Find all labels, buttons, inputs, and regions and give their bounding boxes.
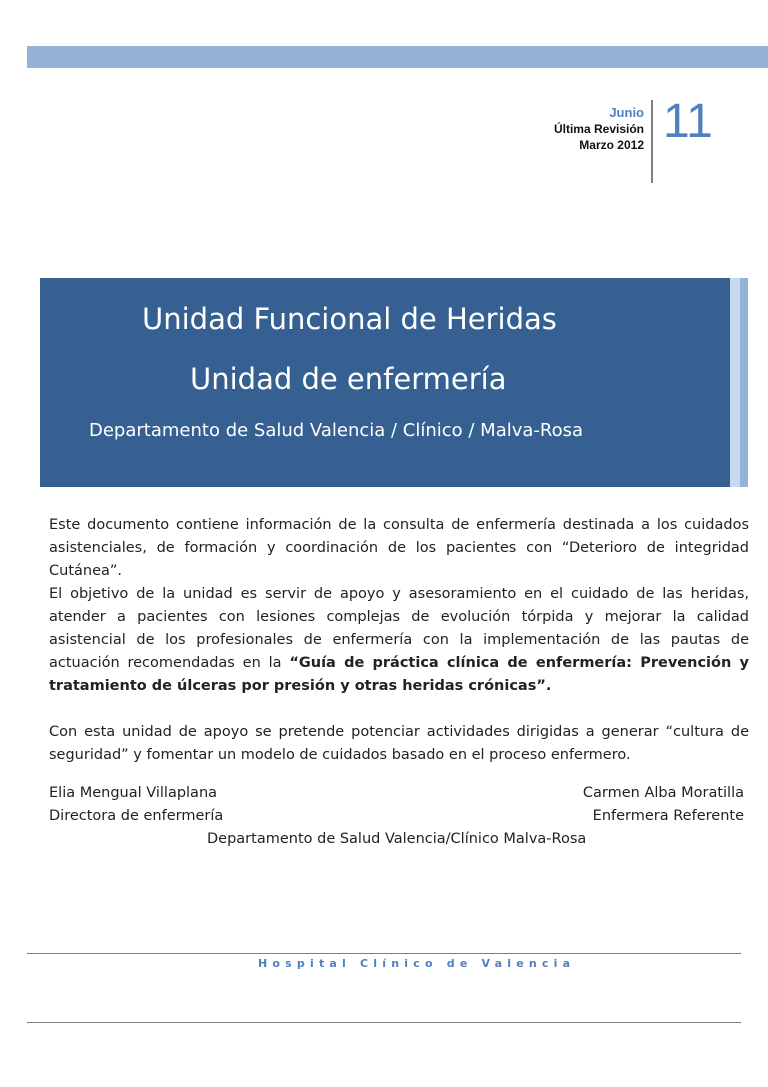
right-signer-name: Carmen Alba Moratilla <box>582 785 744 801</box>
objective-text: El objetivo de la unidad es servir de apoyo y asesoramiento en el cuidado de las heridas, atender a pacientes con lesiones complejas de evolución tórpida y mejorar la calidad asistencial de los profesionales de enfermería con la implementación de las pautas de actuación recomendadas en la <box>49 586 749 671</box>
date-divider <box>651 100 653 183</box>
top-color-bar <box>27 46 768 68</box>
left-signer-name: Elia Mengual Villaplana <box>49 785 218 801</box>
year-number: 11 <box>663 95 713 148</box>
date-block <box>500 104 644 153</box>
document-body <box>49 514 749 767</box>
right-signer-role: Enfermera Referente <box>592 808 744 824</box>
signature-department: Departamento de Salud Valencia/Clínico Malva-Rosa <box>207 831 587 847</box>
month-label: Junio <box>609 105 644 120</box>
guide-title: “Guía de práctica clínica de enfermería: Prevención y tratamiento de úlceras por presión y otras heridas crónicas”. <box>49 655 749 694</box>
paragraph-intro: Este documento contiene información de la consulta de enfermería destinada a los cuidados asistenciales, de formación y coordinación de los pacientes con “Deterioro de integridad Cutánea”. <box>49 517 749 579</box>
banner-edge-inner-accent <box>740 278 748 487</box>
footer-hospital-name: Hospital Clínico de Valencia <box>258 957 576 970</box>
paragraph-safety: Con esta unidad de apoyo se pretende potenciar actividades dirigidas a generar “cultura de seguridad” y fomentar un modelo de cuidados basado en el proceso enfermero. <box>49 724 749 763</box>
banner-subtitle: Unidad de enfermería <box>190 362 507 396</box>
paragraph-gap <box>49 698 749 721</box>
footer-rule-bottom <box>27 1022 741 1023</box>
left-signer-role: Directora de enfermería <box>49 808 224 824</box>
footer-rule-top <box>27 953 741 954</box>
revision-date: Marzo 2012 <box>579 138 644 152</box>
paragraph-objective <box>49 583 749 698</box>
banner-title: Unidad Funcional de Heridas <box>142 302 557 336</box>
revision-label: Última Revisión <box>553 122 644 136</box>
banner-department: Departamento de Salud Valencia / Clínico / Malva-Rosa <box>89 420 584 441</box>
